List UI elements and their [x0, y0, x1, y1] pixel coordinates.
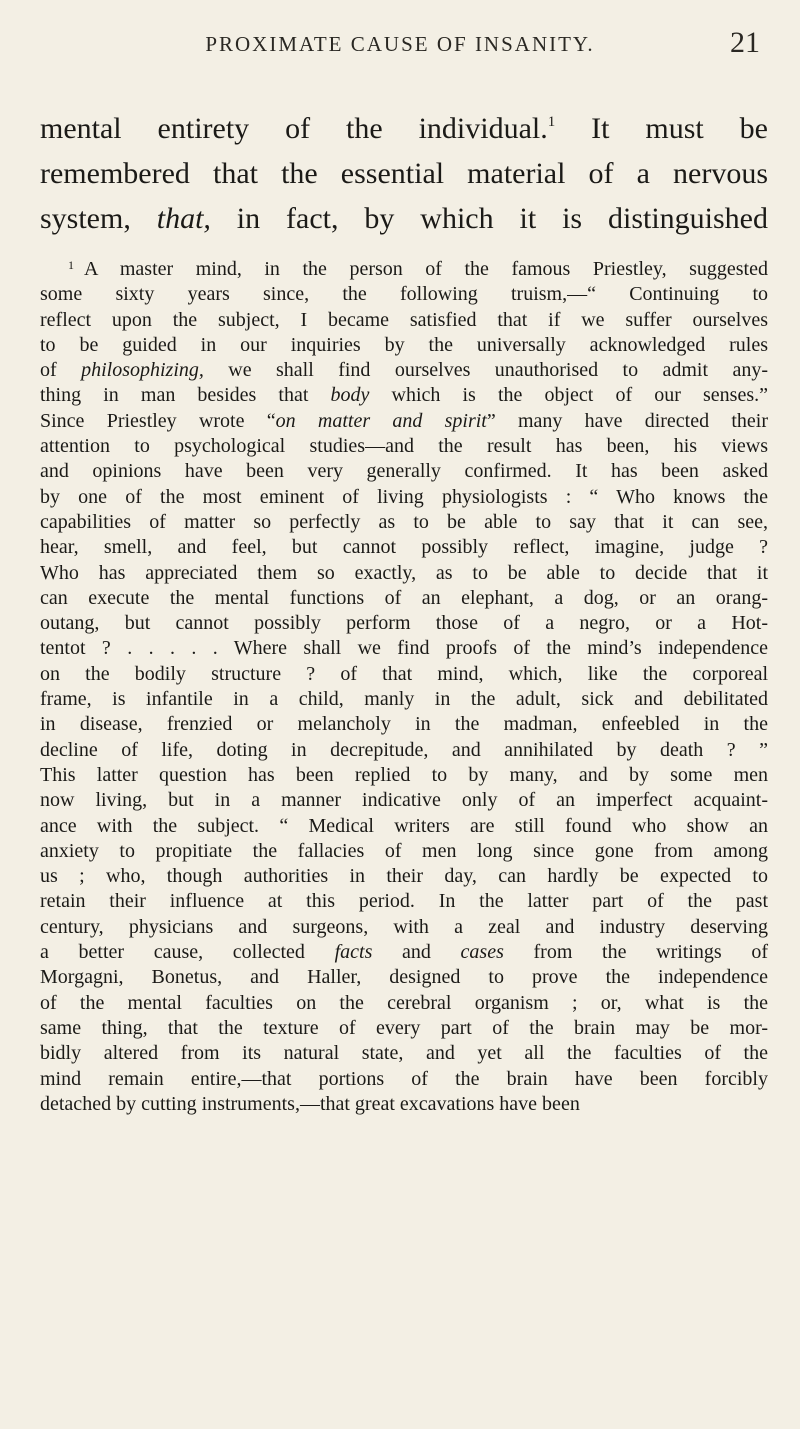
running-title: PROXIMATE CAUSE OF INSANITY.	[205, 32, 595, 56]
footnote-line: on the bodily structure ? of that mind, which, like the corporeal	[40, 662, 768, 685]
footnote-line: and opinions have been very generally confirmed. It has been asked	[40, 460, 768, 483]
body-line: mental entirety of the individual.$^1$ It must be	[40, 112, 768, 145]
footnote-line: tentot ? . . . . . Where shall we find proofs of the mind’s independence	[40, 637, 768, 660]
footnote-line: detached by cutting instruments,—that great excavations have been	[40, 1092, 580, 1115]
footnote-line: Since Priestley wrote “on matter and spirit” many have directed their	[40, 409, 769, 432]
footnote-line: century, physicians and surgeons, with a zeal and industry deserving	[40, 915, 768, 938]
footnote-line: reflect upon the subject, I became satisfied that if we suffer ourselves	[40, 308, 768, 331]
body-line: remembered that the essential material of a nervous	[40, 157, 768, 190]
page-number: 21	[730, 26, 760, 59]
footnote-reference: 1	[547, 114, 556, 130]
footnote	[40, 253, 768, 1117]
footnote-line: Who has appreciated them so exactly, as to be able to decide that it	[40, 561, 768, 584]
footnote-line: hear, smell, and feel, but cannot possibly reflect, imagine, judge ?	[40, 536, 768, 559]
footnote-line: ance with the subject. “ Medical writers are still found who show an	[40, 814, 768, 837]
footnote-line: thing in man besides that body which is the object of our senses.”	[40, 384, 768, 407]
footnote-line: a better cause, collected facts and cases from the writings of	[40, 941, 768, 964]
footnote-line: mind remain entire,—that portions of the brain have been forcibly	[40, 1067, 768, 1090]
footnote-marker: 1	[68, 258, 74, 272]
footnote-line: in disease, frenzied or melancholy in the madman, enfeebled in the	[40, 713, 768, 736]
footnote-line: some sixty years since, the following truism,—“ Continuing to	[40, 283, 768, 306]
footnote-line: of philosophizing, we shall find ourselves unauthorised to admit any-	[40, 359, 768, 382]
footnote-line: This latter question has been replied to by many, and by some men	[40, 763, 768, 786]
footnote-line: $^1$ A master mind, in the person of the famous Priestley, suggested	[68, 258, 768, 280]
footnote-line: capabilities of matter so perfectly as to be able to say that it can see,	[40, 510, 768, 533]
footnote-line: retain their influence at this period. In the latter part of the past	[40, 890, 768, 913]
footnote-line: now living, but in a manner indicative only of an imperfect acquaint-	[40, 789, 768, 812]
body-line: system, that, in fact, by which it is distinguished	[40, 202, 768, 235]
footnote-line: attention to psychological studies—and the result has been, his views	[40, 435, 768, 458]
footnote-line: outang, but cannot possibly perform those of a negro, or a Hot-	[40, 612, 768, 635]
footnote-line: frame, is infantile in a child, manly in the adult, sick and debilitated	[40, 688, 768, 711]
footnote-line: same thing, that the texture of every part of the brain may be mor-	[40, 1016, 768, 1039]
footnote-line: can execute the mental functions of an elephant, a dog, or an orang-	[40, 586, 768, 609]
footnote-line: decline of life, doting in decrepitude, and annihilated by death ? ”	[40, 738, 768, 761]
footnote-line: Morgagni, Bonetus, and Haller, designed to prove the independence	[40, 966, 768, 989]
footnote-line: anxiety to propitiate the fallacies of men long since gone from among	[40, 839, 768, 862]
footnote-line: of the mental faculties on the cerebral organism ; or, what is the	[40, 991, 768, 1014]
body-paragraph	[40, 100, 768, 241]
emphasis: that,	[156, 202, 211, 235]
footnote-line: us ; who, though authorities in their day, can hardly be expected to	[40, 865, 768, 888]
footnote-line: to be guided in our inquiries by the universally acknowledged rules	[40, 333, 768, 356]
footnote-line: by one of the most eminent of living physiologists : “ Who knows the	[40, 485, 768, 508]
footnote-line: bidly altered from its natural state, and yet all the faculties of the	[40, 1042, 768, 1065]
